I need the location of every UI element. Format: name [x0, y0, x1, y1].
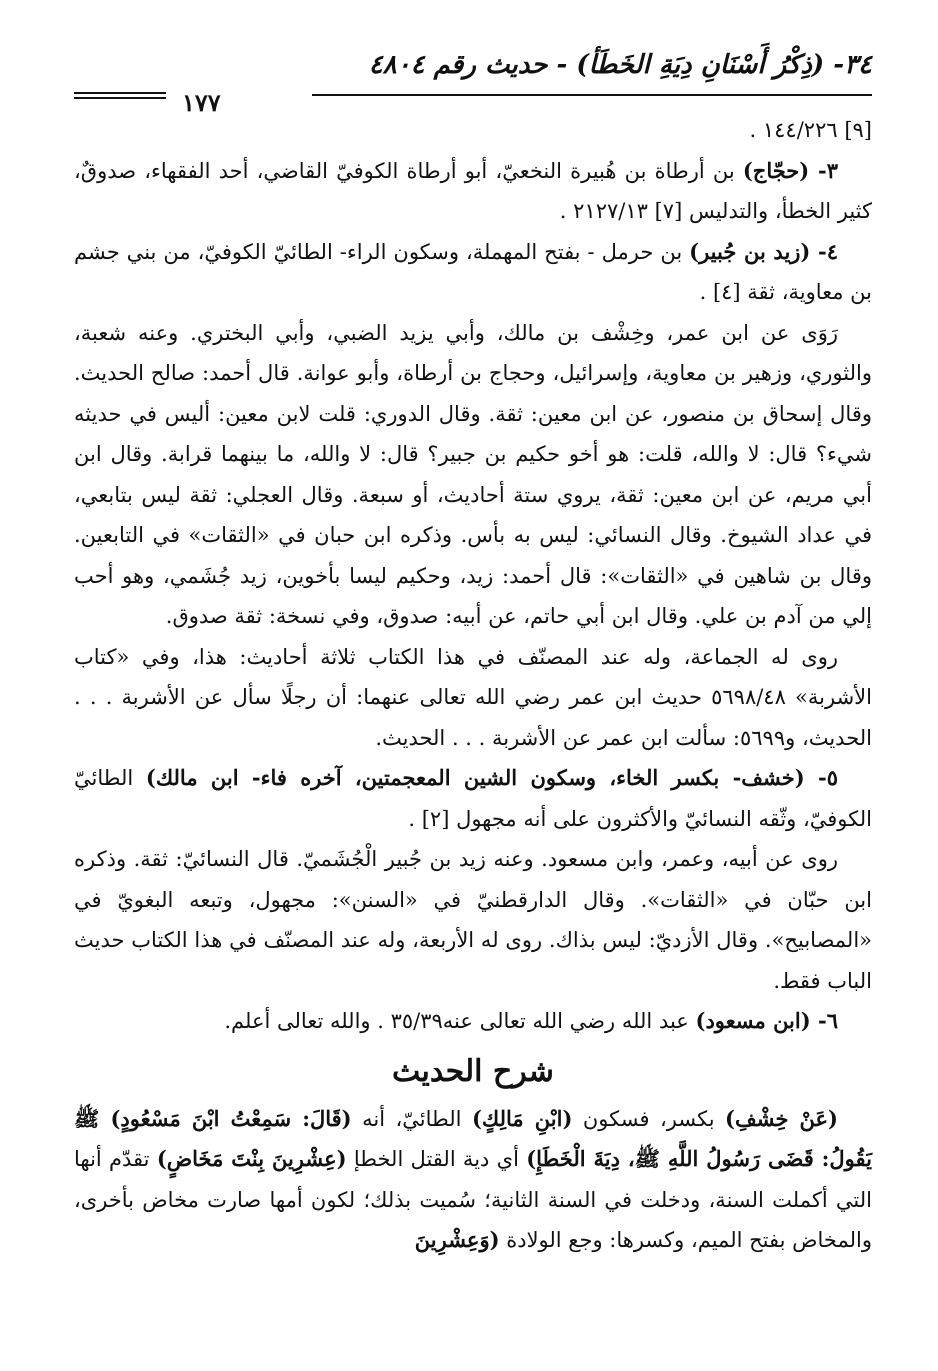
section-title: شرح الحديث: [392, 1053, 554, 1089]
narrator-name: ٤- (زيد بن جُبير): [689, 238, 838, 264]
paragraph-text: بن حرمل - بفتح المهملة، وسكون الراء- الطائيّ الكوفيّ، من بني جشم بن معاوية، ثقة [٤] .: [74, 239, 872, 304]
commentary-text: الطائيّ، أنه: [351, 1106, 472, 1131]
quoted-hadith-text: (قَالَ: سَمِعْتُ ابْنَ مَسْعُودٍ) ﷺ يَقُولُ: قَضَى رَسُولُ اللَّهِ ﷺ، دِيَةَ الْخَطَإِ): [74, 1105, 873, 1171]
header-rule: [312, 94, 872, 96]
narrator-name: ٦- (ابن مسعود): [695, 1008, 838, 1033]
page-number: ١٧٧: [174, 88, 229, 117]
narrator-biographies: [74, 110, 872, 1042]
paragraph: [74, 313, 872, 637]
paragraph: [74, 151, 872, 232]
narrator-name: ٣- (حجّاج): [742, 157, 838, 183]
paragraph-text: روى له الجماعة، وله عند المصنّف في هذا الكتاب ثلاثة أحاديث: هذا، وفي «كتاب الأشربة» ٥٦٩٨/٤٨ حديث ابن عمر رضي الله تعالى عنهما: أن رجلًا سأل عن الأشربة . . . الحديث، و٥٦٩٩: سألت ابن عمر عن الأشربة . . . الحديث.: [74, 644, 872, 750]
commentary-text: أي دية القتل الخطإ: [346, 1147, 527, 1171]
paragraph-text: عبد الله رضي الله تعالى عنه٣٥/٣٩ . والله تعالى أعلم.: [224, 1009, 696, 1033]
paragraph: [74, 1001, 872, 1042]
quoted-hadith-text: (عِشْرِينَ بِنْتَ مَخَاضٍ): [156, 1146, 347, 1171]
paragraph: [74, 758, 872, 839]
quoted-hadith-text: (عَنْ خِشْفِ): [725, 1105, 838, 1131]
book-page: [74, 40, 872, 1340]
quoted-hadith-text: (وَعِشْرِينَ: [414, 1227, 500, 1252]
page-header: [74, 40, 872, 117]
quoted-hadith-text: (ابْنِ مَالِكٍ): [472, 1105, 573, 1131]
paragraph-text: الطائيّ الكوفيّ، وثّقه النسائيّ والأكثرون على أنه مجهول [٢] .: [74, 766, 872, 831]
paragraph: [74, 232, 872, 313]
paragraph: [74, 637, 872, 759]
commentary-text: بكسر، فسكون: [572, 1106, 726, 1131]
paragraph: [74, 839, 872, 1001]
chapter-heading: ٣٤- (ذِكْرُ أَسْنَانِ دِيَةِ الخَطَأ) - حديث رقم ٤٨٠٤: [368, 50, 872, 80]
narrator-name: ٥- (خشف- بكسر الخاء، وسكون الشين المعجمتين، آخره فاء- ابن مالك): [145, 765, 839, 790]
page-number-rule: [74, 92, 166, 99]
paragraph-text: بن أرطاة بن هُبيرة النخعيّ، أبو أرطاة الكوفيّ القاضي، أحد الفقهاء، صدوقٌ، كثير الخطأ، والتدليس [٧] ٢١٢٧/١٣ .: [74, 158, 872, 223]
hadith-commentary: [74, 1099, 872, 1261]
commentary-text: تقدّم أنها التي أكملت السنة، ودخلت في السنة الثانية؛ سُميت بذلك؛ لكون أمها صارت مخاض بأخرى، والمخاض بفتح الميم، وكسرها: وجع الولادة: [74, 1147, 872, 1252]
paragraph-text: [٩] ١٤٤/٢٢٦ .: [749, 118, 872, 142]
paragraph-text: روى عن أبيه، وعمر، وابن مسعود. وعنه زيد بن جُبير الْجُشَميّ. قال النسائيّ: ثقة. وذكره ابن حبّان في «الثقات». وقال الدارقطنيّ في «السنن»: مجهول، وتبعه البغويّ في «المصابيح». وقال الأزديّ: ليس بذاك. روى له الأربعة، وله عند المصنّف في هذا الكتاب حديث الباب فقط.: [74, 847, 872, 993]
paragraph-text: رَوَى عن ابن عمر، وخِشْف بن مالك، وأبي يزيد الضبي، وأبي البختري. وعنه شعبة، والثوري، وزهير بن معاوية، وإسرائيل، وحجاج بن أرطاة، وأبو عوانة. قال أحمد: صالح الحديث. وقال إسحاق بن منصور، عن ابن معين: ثقة. وقال الدوري: قلت لابن معين: أليس في حديثه شيء؟ قال: لا والله، قلت: هو أخو حكيم بن جبير؟ قال: لا والله، ما بينهما قرابة. وقال ابن أبي مريم، عن ابن معين: ثقة، يروي ستة أحاديث، أو سبعة. وقال العجلي: ثقة ليس بتابعي، في عداد الشيوخ. وقال النسائي: ليس به بأس. وذكره ابن حبان في «الثقات» في التابعين. وقال بن شاهين في «الثقات»: قال أحمد: زيد، وحكيم ليسا بأخوين، زيد جُشَمي، وهو أحب إلي من آدم بن علي. وقال ابن أبي حاتم، عن أبيه: صدوق، وفي نسخة: ثقة صدوق.: [74, 320, 872, 628]
